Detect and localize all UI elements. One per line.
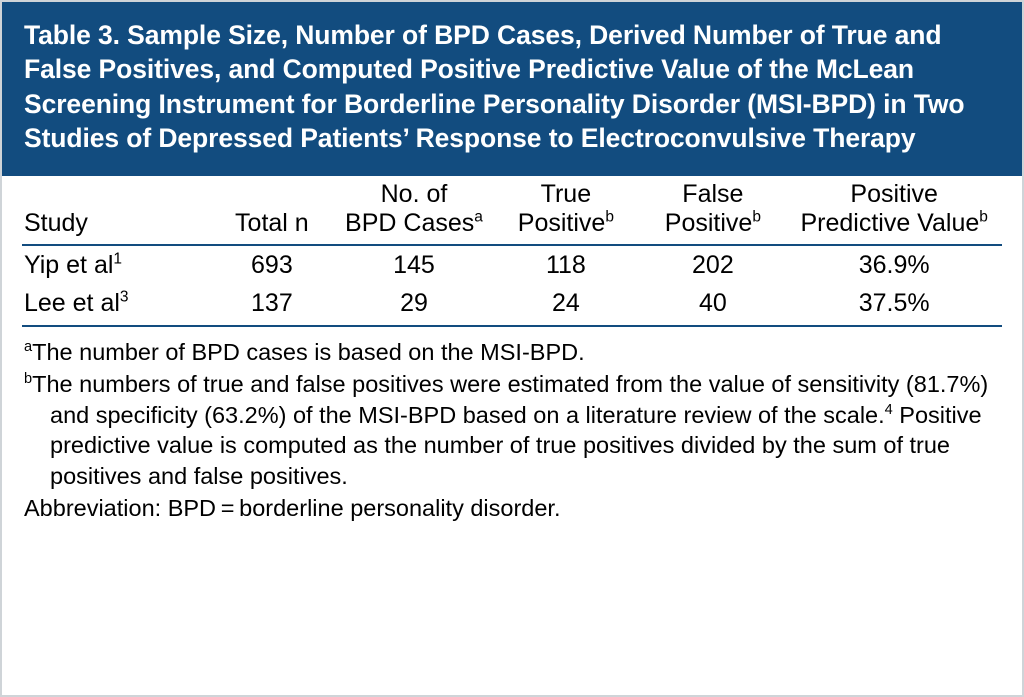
cell-study (22, 245, 208, 284)
cell-ppv: 36.9% (858, 250, 930, 279)
column-header-total-n (208, 176, 335, 245)
column-header-study (22, 176, 208, 245)
reference-marker: 1 (113, 250, 123, 268)
footnote-marker-a-header: a (474, 208, 483, 226)
cell-total-n: 693 (251, 250, 293, 279)
data-table (22, 176, 1002, 327)
cell-bpd-cases: 29 (336, 284, 493, 326)
column-header-total-n-line2: Total n (235, 209, 309, 238)
footnote-marker-b: b (24, 371, 33, 388)
footnote-b (24, 369, 1000, 491)
column-header-true-positive-line2 (498, 209, 633, 239)
column-header-ppv-text: Predictive Value (800, 209, 980, 238)
cell-study (22, 284, 208, 326)
table-header-row (22, 176, 1002, 245)
cell-study-text: Lee et al (24, 288, 120, 317)
column-header-ppv-line1: Positive (850, 179, 938, 208)
footnote-b-text-part2: Positive predictive value is computed as the number of true positives divided by the sum of true positives and false positives. (50, 401, 982, 489)
table-container (2, 176, 1022, 327)
column-header-study-line2: Study (24, 209, 88, 238)
table-row (22, 245, 1002, 284)
column-header-false-positive-line1: False (682, 179, 744, 208)
column-header-true-positive-line1: True (540, 179, 592, 208)
column-header-ppv (786, 176, 1002, 245)
footnote-b-text-part1: The numbers of true and false positives were estimated from the value of sensitivity (81.7%) and specificity (63.2%) of the MSI-BPD based on a literature review of the scale. (32, 371, 989, 428)
cell-ppv: 37.5% (786, 284, 1002, 326)
footnote-marker-b-header-ppv: b (979, 208, 988, 226)
cell-true-positive: 24 (492, 284, 639, 326)
footnote-a (24, 337, 1000, 368)
footnote-abbreviation: Abbreviation: BPD = borderline personality disorder. (24, 495, 561, 522)
table-title-bar (2, 2, 1022, 176)
cell-false-positive: 40 (639, 284, 786, 326)
cell-total-n: 137 (208, 284, 335, 326)
column-header-false-positive-text: Positive (664, 209, 753, 238)
table-body (22, 245, 1002, 326)
reference-marker: 3 (119, 288, 129, 306)
footnote-marker-b-header-true: b (605, 208, 614, 226)
column-header-bpd-cases-line2 (342, 209, 487, 239)
column-header-bpd-cases-line1: No. of (380, 179, 448, 208)
table-row (22, 284, 1002, 326)
cell-study-text: Yip et al (24, 250, 114, 279)
footnote-marker-a: a (24, 338, 33, 355)
column-header-false-positive-line2 (645, 209, 780, 239)
column-header-ppv-line2 (792, 209, 996, 239)
table-title: Table 3. Sample Size, Number of BPD Cases, Derived Number of True and False Positives, and Computed Positive Predictive Value of the McLean Screening Instrument for Borderline Personality Disorder (MSI-BPD) in Two Studies of Depressed Patients’ Response to Electroconvulsive Therapy (24, 20, 965, 154)
cell-bpd-cases: 145 (393, 250, 435, 279)
table-footnotes (2, 327, 1022, 524)
column-header-true-positive-text: Positive (517, 209, 606, 238)
footnote-a-text: The number of BPD cases is based on the MSI-BPD. (32, 338, 585, 365)
column-header-bpd-cases (336, 176, 493, 245)
table-head (22, 176, 1002, 245)
column-header-false-positive (639, 176, 786, 245)
column-header-bpd-cases-text: BPD Cases (345, 209, 475, 238)
cell-false-positive: 202 (692, 250, 734, 279)
column-header-true-positive (492, 176, 639, 245)
cell-true-positive: 118 (545, 250, 586, 279)
reference-marker-4: 4 (884, 402, 893, 419)
footnote-marker-b-header-false: b (752, 208, 761, 226)
